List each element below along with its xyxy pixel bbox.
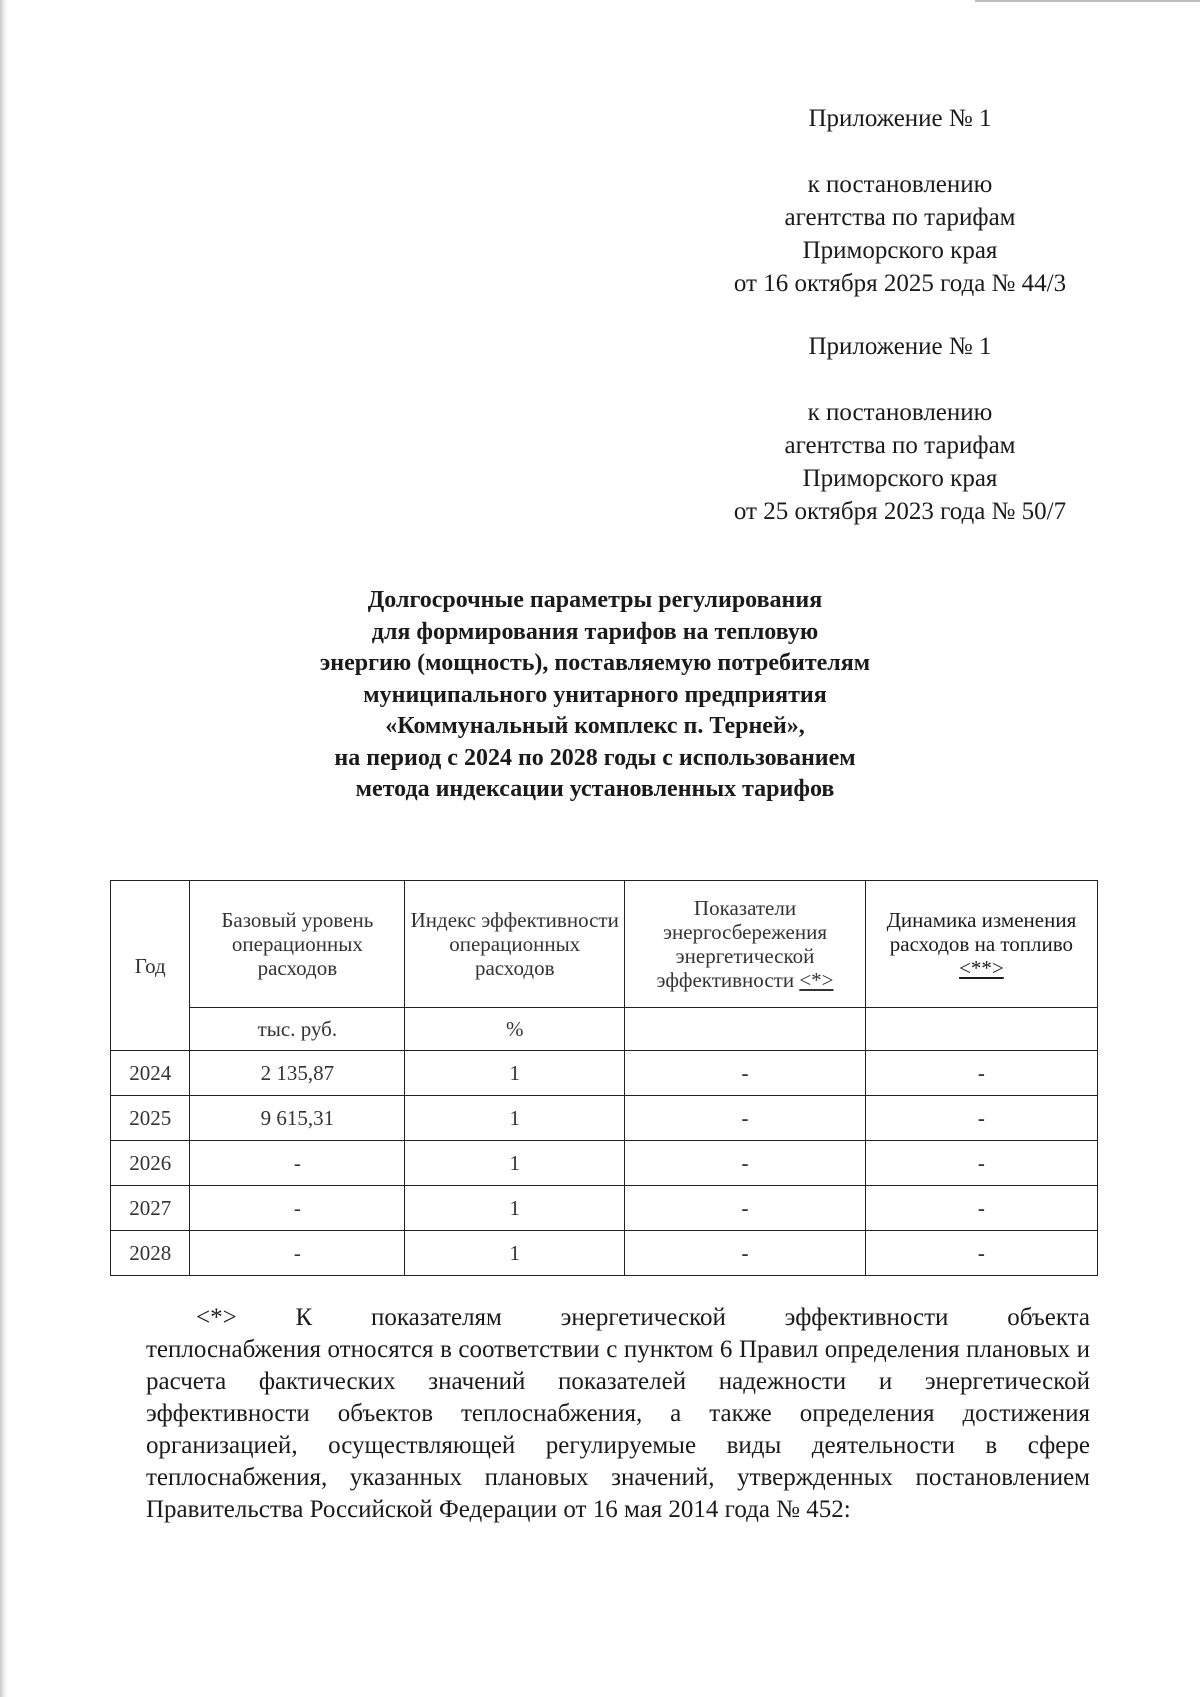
- footnote-first-line: [146, 1302, 1090, 1334]
- cell-year: 2026: [111, 1141, 190, 1186]
- header-year: Год: [111, 881, 190, 1051]
- table-row: [111, 1096, 1098, 1141]
- scan-edge-top: [975, 0, 1200, 2]
- document-title: [130, 585, 1060, 806]
- appendix-date-number: от 25 октября 2023 года № 50/7: [733, 498, 1067, 525]
- header-fuel-dynamics: [865, 881, 1097, 1008]
- footnote-word: показателям: [370, 1304, 502, 1331]
- title-line: энергию (мощность), поставляемую потребителям: [319, 650, 871, 676]
- table-row: [111, 1231, 1098, 1276]
- header-fuel-text: Динамика изменения расходов на топливо: [886, 908, 1077, 956]
- cell-energy: -: [625, 1231, 866, 1276]
- cell-fuel: -: [865, 1231, 1097, 1276]
- title-line: для формирования тарифов на тепловую: [371, 618, 819, 645]
- unit-energy: [625, 1008, 866, 1051]
- cell-year: 2028: [111, 1231, 190, 1276]
- cell-fuel: -: [865, 1141, 1097, 1186]
- header-energy-indicators: [625, 881, 866, 1008]
- cell-fuel: -: [865, 1186, 1097, 1231]
- appendix-line: к постановлению: [807, 171, 993, 198]
- scan-edge-left: [0, 0, 7, 1697]
- cell-energy: -: [625, 1096, 866, 1141]
- table-units-row: [111, 1008, 1098, 1051]
- cell-base: 2 135,87: [190, 1051, 405, 1096]
- appendix-line: агентства по тарифам: [784, 204, 1016, 231]
- header-efficiency-index: Индекс эффективности операционных расходов: [405, 881, 625, 1008]
- cell-energy: -: [625, 1186, 866, 1231]
- appendix-header-original: [640, 330, 1160, 528]
- title-line: муниципального унитарного предприятия: [363, 681, 827, 708]
- appendix-line: Приморского края: [802, 237, 998, 264]
- cell-index: 1: [405, 1051, 625, 1096]
- appendix-line: агентства по тарифам: [784, 432, 1016, 459]
- cell-energy: -: [625, 1051, 866, 1096]
- appendix-line: к постановлению: [807, 399, 993, 426]
- cell-fuel: -: [865, 1051, 1097, 1096]
- cell-index: 1: [405, 1141, 625, 1186]
- header-energy-text: Показатели энергосбережения энергетической эффективности: [656, 896, 828, 992]
- footnote-marker: <*>: [196, 1304, 237, 1331]
- table-row: [111, 1186, 1098, 1231]
- appendix-line: Приморского края: [802, 465, 998, 492]
- cell-base: -: [190, 1141, 405, 1186]
- unit-index: %: [405, 1008, 625, 1051]
- cell-base: -: [190, 1231, 405, 1276]
- footnote-word: эффективности: [784, 1304, 949, 1331]
- cell-year: 2027: [111, 1186, 190, 1231]
- footnote-word: энергетической: [560, 1304, 726, 1331]
- title-line: на период с 2024 по 2028 годы с использованием: [334, 744, 856, 771]
- cell-base: -: [190, 1186, 405, 1231]
- appendix-header-current: [640, 102, 1160, 300]
- cell-year: 2024: [111, 1051, 190, 1096]
- footnote-ref-link[interactable]: <**>: [959, 956, 1004, 980]
- appendix-title: Приложение № 1: [808, 333, 992, 360]
- cell-energy: -: [625, 1141, 866, 1186]
- footnote-word: объекта: [1007, 1304, 1090, 1331]
- table-row: [111, 1141, 1098, 1186]
- cell-base: 9 615,31: [190, 1096, 405, 1141]
- table-row: [111, 1051, 1098, 1096]
- title-line: метода индексации установленных тарифов: [355, 776, 835, 802]
- cell-index: 1: [405, 1186, 625, 1231]
- regulation-parameters-table: [110, 880, 1098, 1276]
- appendix-title: Приложение № 1: [808, 105, 992, 132]
- cell-year: 2025: [111, 1096, 190, 1141]
- cell-index: 1: [405, 1096, 625, 1141]
- unit-base: тыс. руб.: [190, 1008, 405, 1051]
- footnote-text: теплоснабжения относятся в соответствии с пунктом 6 Правил определения плановых и расчета фактических значений показателей надежности и энергетической эффективности объектов теплоснабжения, а также определения достижения организацией, осуществляющей регулируемые виды деятельности в сфере теплоснабжения, указанных плановых значений, утвержденных постановлением Правительства Российской Федерации от 16 мая 2014 года № 452:: [146, 1336, 1090, 1523]
- cell-index: 1: [405, 1231, 625, 1276]
- footnote: [146, 1302, 1090, 1526]
- footnote-word: К: [295, 1304, 313, 1331]
- appendix-date-number: от 16 октября 2025 года № 44/3: [733, 270, 1067, 297]
- title-line: «Коммунальный комплекс п. Терней»,: [385, 713, 805, 739]
- cell-fuel: -: [865, 1096, 1097, 1141]
- table-header-row: [111, 881, 1098, 1008]
- unit-fuel: [865, 1008, 1097, 1051]
- header-base-level: Базовый уровень операционных расходов: [190, 881, 405, 1008]
- footnote-ref-link[interactable]: <*>: [799, 968, 834, 992]
- title-line: Долгосрочные параметры регулирования: [367, 587, 823, 613]
